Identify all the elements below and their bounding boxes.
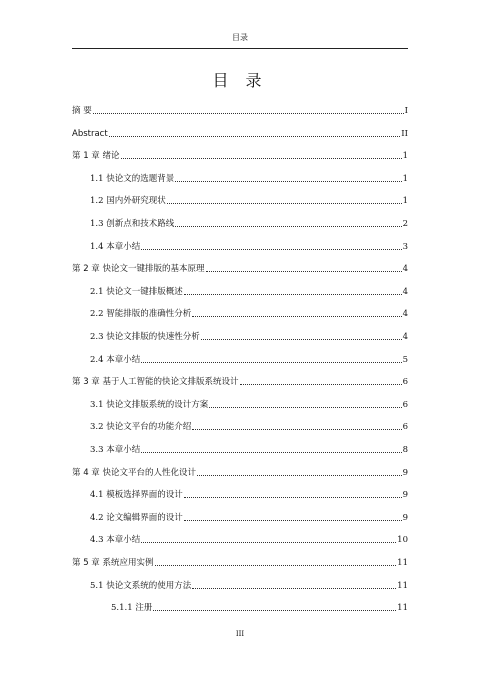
toc-entry-page: 11	[397, 603, 408, 614]
toc-leader-dots	[184, 294, 402, 295]
toc-entry-page: 4	[402, 332, 408, 342]
toc-entry-label: 1.4 本章小结	[90, 241, 141, 252]
toc-leader-dots	[206, 271, 402, 272]
toc-entry[interactable]	[90, 216, 408, 230]
toc-leader-dots	[192, 588, 396, 589]
toc-entry[interactable]	[72, 261, 408, 275]
page-header	[72, 30, 408, 49]
toc-entry-label: 第 3 章 基于人工智能的快论文排版系统设计	[72, 377, 239, 388]
toc-entry[interactable]	[90, 352, 408, 366]
toc-entry[interactable]	[72, 465, 408, 479]
toc-leader-dots	[141, 452, 401, 453]
toc-entry[interactable]	[111, 600, 408, 614]
toc-entry-label: 3.2 快论文平台的功能介绍	[90, 422, 192, 433]
page-title: 目 录	[212, 71, 268, 90]
toc-entry[interactable]	[90, 442, 408, 456]
toc-entry-label: 4.3 本章小结	[90, 535, 141, 546]
toc-entry-label: 第 2 章 快论文一键排版的基本原理	[72, 264, 205, 275]
toc-entry-label: 3.1 快论文排版系统的设计方案	[90, 399, 209, 410]
toc-entry-page: 4	[402, 309, 408, 320]
toc-entry-page: 11	[397, 558, 408, 568]
toc-entry-label: 5.1 快论文系统的使用方法	[90, 580, 192, 591]
header-text: 目录	[232, 33, 248, 42]
toc-leader-dots	[93, 113, 404, 114]
toc-entry-label: 5.1.1 注册	[111, 603, 153, 614]
toc-leader-dots	[109, 136, 401, 137]
toc-entry-label: Abstract	[72, 128, 108, 139]
toc-leader-dots	[155, 565, 397, 566]
toc-leader-dots	[153, 610, 396, 611]
toc-entry-page: 9	[402, 512, 408, 523]
toc-entry-page: II	[401, 128, 408, 139]
toc-entry[interactable]	[90, 578, 408, 592]
toc-entry[interactable]	[90, 487, 408, 501]
toc-entry[interactable]	[72, 374, 408, 388]
toc-entry[interactable]	[90, 284, 408, 298]
toc-entry-page: 1	[402, 173, 408, 184]
toc-entry-label: 摘 要	[72, 106, 92, 116]
toc-leader-dots	[209, 407, 401, 408]
toc-entry-label: 2.4 本章小结	[90, 354, 141, 365]
toc-entry-page: 10	[397, 535, 408, 546]
toc-entry-page: 5	[402, 354, 408, 365]
toc-entry[interactable]	[90, 397, 408, 411]
toc-entry[interactable]	[72, 555, 408, 569]
toc-leader-dots	[121, 158, 402, 159]
toc-leader-dots	[240, 384, 402, 385]
toc-entry-page: 1	[402, 196, 408, 207]
toc-leader-dots	[184, 520, 402, 521]
toc-entry[interactable]	[72, 126, 408, 140]
toc-leader-dots	[175, 181, 401, 182]
toc-entry[interactable]	[90, 306, 408, 320]
toc-entry-page: 1	[402, 151, 408, 162]
page-number: III	[235, 630, 245, 638]
toc-leader-dots	[192, 429, 401, 430]
toc-entry-label: 第 5 章 系统应用实例	[72, 558, 154, 568]
toc-entry-label: 1.2 国内外研究现状	[90, 196, 166, 207]
toc-entry[interactable]	[90, 239, 408, 253]
toc-entry-page: 8	[402, 445, 408, 455]
toc-entry-page: 6	[402, 422, 408, 433]
toc-leader-dots	[184, 497, 402, 498]
toc-entry-label: 1.3 创新点和技术路线	[90, 219, 175, 229]
toc-entry-page: 9	[402, 467, 408, 478]
toc-entry-label: 2.1 快论文一键排版概述	[90, 286, 183, 297]
toc-entry-page: 4	[402, 286, 408, 297]
toc-entry[interactable]	[72, 148, 408, 162]
toc-entry-page: 3	[402, 241, 408, 252]
toc-entry-page: 4	[402, 264, 408, 275]
toc-leader-dots	[141, 249, 401, 250]
toc-entry[interactable]	[90, 171, 408, 185]
toc-entry-page: 6	[402, 377, 408, 388]
toc-entry-label: 2.2 智能排版的准确性分析	[90, 309, 192, 320]
toc-entry-page: I	[404, 106, 408, 116]
toc-entry-page: 9	[402, 490, 408, 501]
toc-entry[interactable]	[90, 329, 408, 343]
toc-leader-dots	[175, 226, 401, 227]
toc-leader-dots	[201, 339, 402, 340]
toc-entry-label: 第 1 章 绪论	[72, 151, 120, 162]
toc-leader-dots	[167, 203, 402, 204]
toc-entry-label: 4.2 论文编辑界面的设计	[90, 512, 183, 523]
toc-entry[interactable]	[90, 419, 408, 433]
toc-entry[interactable]	[90, 532, 408, 546]
toc-leader-dots	[141, 542, 396, 543]
toc-entry-label: 4.1 模板选择界面的设计	[90, 490, 183, 501]
toc-leader-dots	[141, 362, 401, 363]
toc-entry[interactable]	[72, 103, 408, 117]
toc-entry[interactable]	[90, 193, 408, 207]
toc-entry-page: 2	[402, 219, 408, 229]
toc-entry[interactable]	[90, 510, 408, 524]
toc-entry-label: 第 4 章 快论文平台的人性化设计	[72, 467, 197, 478]
toc-entry-page: 11	[397, 580, 408, 591]
toc-leader-dots	[192, 316, 401, 317]
toc-entry-label: 3.3 本章小结	[90, 445, 141, 455]
toc-entry-label: 2.3 快论文排版的快速性分析	[90, 332, 200, 342]
toc-entry-page: 6	[402, 399, 408, 410]
toc-leader-dots	[197, 475, 402, 476]
toc-entry-label: 1.1 快论文的选题背景	[90, 173, 175, 184]
